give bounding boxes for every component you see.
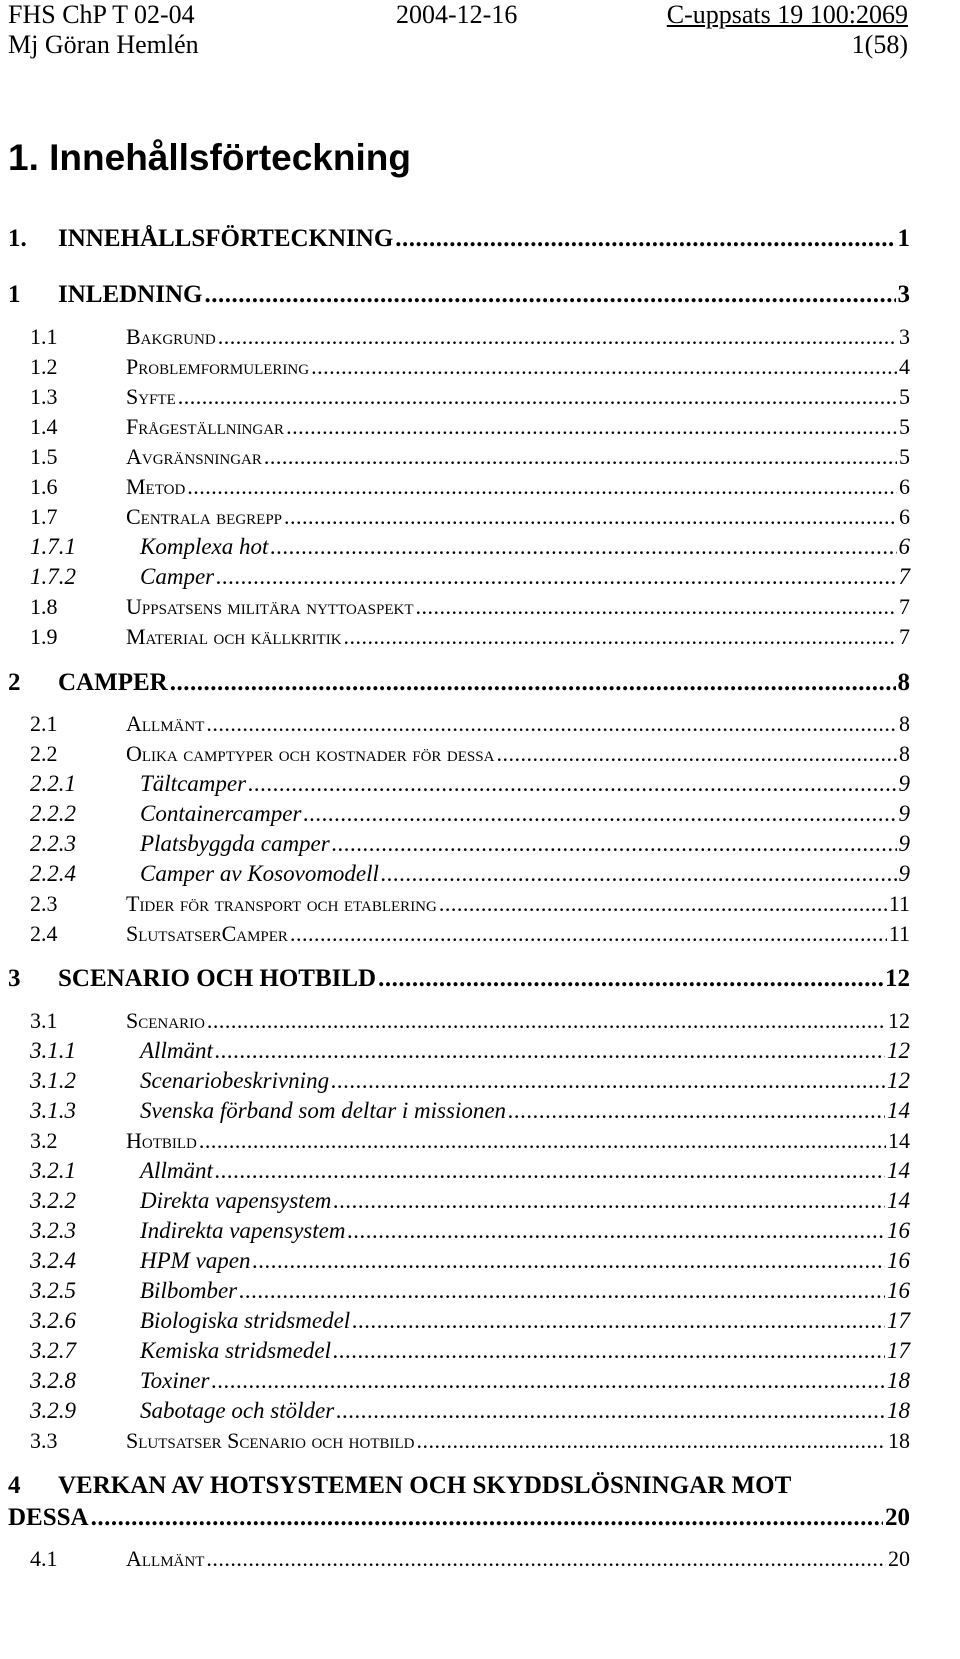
toc-leader-dots: [91, 1502, 883, 1534]
toc-entry[interactable]: [8, 594, 910, 624]
toc-entry-line-1: [8, 1470, 910, 1502]
toc-title: INNEHÅLLSFÖRTECKNING: [58, 225, 394, 252]
toc-entry[interactable]: [8, 669, 910, 701]
toc-leader-dots: [239, 1278, 885, 1304]
toc-leader-dots: [204, 281, 895, 309]
toc-number: 2.3: [30, 891, 58, 916]
toc-number: 2.2.4: [30, 861, 76, 886]
toc-page: 9: [898, 801, 910, 826]
toc-title: Direkta vapensystem: [140, 1188, 332, 1213]
toc-number: 3.2.6: [30, 1308, 76, 1333]
toc-title: Material och källkritik: [126, 624, 342, 649]
toc-page: 9: [898, 861, 910, 886]
toc-number: 3.3: [30, 1428, 58, 1453]
toc-entry[interactable]: [8, 1546, 910, 1576]
toc-number: 3.2: [30, 1128, 58, 1153]
toc-number: 3: [8, 965, 21, 992]
toc-number: 3.2.3: [30, 1218, 76, 1243]
toc-entry[interactable]: [8, 1368, 910, 1398]
toc-title: Indirekta vapensystem: [140, 1218, 346, 1243]
toc-page: 18: [887, 1398, 910, 1423]
toc-entry[interactable]: [8, 1248, 910, 1278]
toc-title: Slutsatser Scenario och hotbild: [126, 1428, 415, 1453]
toc-page: 16: [887, 1278, 910, 1303]
toc-entry-multiline[interactable]: [8, 1470, 910, 1534]
toc-number: 2.2.3: [30, 831, 76, 856]
toc-page: 9: [898, 771, 910, 796]
toc-title: Sabotage och stölder: [140, 1398, 335, 1423]
toc-title-continued: DESSA: [8, 1504, 89, 1531]
toc-title: Allmänt: [140, 1038, 213, 1063]
toc-title: SCENARIO OCH HOTBILD: [58, 965, 377, 992]
toc-title: Toxiner: [140, 1368, 210, 1393]
toc-page: 4: [899, 354, 910, 379]
toc-entry[interactable]: [8, 281, 910, 313]
toc-page: 17: [887, 1338, 910, 1363]
toc-title: SlutsatserCamper: [126, 921, 288, 946]
toc-page: 8: [897, 669, 910, 696]
toc-leader-dots: [211, 1368, 885, 1394]
toc-leader-dots: [331, 1068, 885, 1094]
toc-leader-dots: [178, 384, 897, 410]
toc-title: Hotbild: [126, 1128, 197, 1153]
toc-entry[interactable]: [8, 1308, 910, 1338]
header-date: 2004-12-16: [396, 0, 518, 29]
toc-title: Metod: [126, 474, 186, 499]
toc-page: 16: [887, 1218, 910, 1243]
toc-number: 1.3: [30, 384, 58, 409]
toc-number: 3.2.4: [30, 1248, 76, 1273]
toc-number: 3.2.1: [30, 1158, 76, 1183]
header-author: Mj Göran Hemlén: [8, 30, 199, 59]
toc-entry[interactable]: [8, 1278, 910, 1308]
toc-title: Centrala begrepp: [126, 504, 283, 529]
toc-page: 12: [885, 965, 910, 992]
toc-number: 2.1: [30, 711, 58, 736]
toc-leader-dots: [508, 1098, 885, 1124]
toc-page: 6: [899, 504, 910, 529]
toc-leader-dots: [416, 1428, 886, 1454]
toc-number: 3.1.2: [30, 1068, 76, 1093]
toc-title: Allmänt: [126, 1546, 205, 1571]
toc-leader-dots: [170, 669, 896, 697]
toc-number: 1.4: [30, 414, 58, 439]
toc-leader-dots: [333, 1188, 885, 1214]
toc-entry[interactable]: [8, 474, 910, 504]
toc-entry[interactable]: [8, 771, 910, 801]
toc-entry[interactable]: [8, 1338, 910, 1368]
toc-number: 2.2.1: [30, 771, 76, 796]
toc-number: 1.5: [30, 444, 58, 469]
toc-leader-dots: [248, 771, 896, 797]
toc-page: 18: [887, 1368, 910, 1393]
toc-number: 2: [8, 669, 21, 696]
toc-leader-dots: [187, 474, 897, 500]
toc-leader-dots: [215, 1158, 885, 1184]
header-page-of: 1(58): [851, 30, 908, 59]
toc-leader-dots: [347, 1218, 885, 1244]
toc-title: Uppsatsens militära nyttoaspekt: [126, 594, 414, 619]
header-doc-ref: C-uppsats 19 100:2069: [666, 0, 908, 29]
toc-entry[interactable]: [8, 891, 910, 921]
toc-number: 1.8: [30, 594, 58, 619]
toc-title: CAMPER: [58, 669, 168, 696]
toc-entry[interactable]: [8, 741, 910, 771]
header-course-code: FHS ChP T 02-04: [8, 0, 195, 29]
toc-title: Camper: [140, 564, 215, 589]
toc-title: HPM vapen: [140, 1248, 251, 1273]
toc-leader-dots: [253, 1248, 886, 1274]
toc-number: 3.2.2: [30, 1188, 76, 1213]
toc-title: Containercamper: [140, 801, 302, 826]
toc-page: 14: [887, 1188, 910, 1213]
toc-number: 1: [8, 281, 21, 308]
toc-entry[interactable]: [8, 534, 910, 564]
toc-page: 3: [897, 281, 910, 308]
toc-title: Allmänt: [140, 1158, 213, 1183]
toc-entry[interactable]: [8, 624, 910, 654]
toc-title: Bilbomber: [140, 1278, 238, 1303]
toc-title: Scenario: [126, 1008, 205, 1033]
toc-entry[interactable]: [8, 1038, 910, 1068]
toc-leader-dots: [206, 711, 897, 737]
toc-entry[interactable]: [8, 414, 910, 444]
toc-title: Allmänt: [126, 711, 205, 736]
toc-title: VERKAN AV HOTSYSTEMEN OCH SKYDDSLÖSNINGAR MOT: [58, 1472, 792, 1499]
toc-number: 3.2.9: [30, 1398, 76, 1423]
toc-leader-dots: [344, 624, 897, 650]
toc-entry-line-2: [8, 1502, 910, 1534]
toc-page: 12: [887, 1068, 910, 1093]
toc-page: 7: [898, 564, 910, 589]
toc-leader-dots: [378, 965, 883, 993]
toc-number: 1.1: [30, 324, 58, 349]
toc-leader-dots: [206, 1546, 886, 1572]
toc-page: 18: [888, 1428, 910, 1453]
toc-number: 1.2: [30, 354, 58, 379]
toc-title: Tältcamper: [140, 771, 247, 796]
toc-page: 11: [888, 891, 910, 916]
toc-page: 20: [888, 1546, 910, 1571]
toc-title: INLEDNING: [58, 281, 203, 308]
toc-title: Tider för transport och etablering: [126, 891, 437, 916]
toc-number: 3.1: [30, 1008, 58, 1033]
toc-page: 9: [898, 831, 910, 856]
toc-title: Olika camptyper och kostnader för dessa: [126, 741, 495, 766]
toc-leader-dots: [207, 1008, 886, 1034]
toc-leader-dots: [286, 414, 897, 440]
toc-leader-dots: [290, 921, 887, 947]
toc-entry[interactable]: [8, 921, 910, 951]
toc-entry[interactable]: [8, 564, 910, 594]
toc-title: Problemformulering: [126, 354, 310, 379]
page-title: 1. Innehållsförteckning: [8, 137, 411, 178]
toc-page: 20: [885, 1504, 910, 1531]
toc-entry[interactable]: [8, 801, 910, 831]
toc-number: 3.2.7: [30, 1338, 76, 1363]
toc-number: 2.2: [30, 741, 58, 766]
toc-title: Biologiska stridsmedel: [140, 1308, 351, 1333]
toc-leader-dots: [199, 1128, 886, 1154]
toc-leader-dots: [264, 444, 897, 470]
toc-number: 1.9: [30, 624, 58, 649]
toc-entry[interactable]: [8, 1068, 910, 1098]
toc-number: 1.: [8, 225, 27, 252]
toc-page: 14: [888, 1128, 910, 1153]
toc-entry[interactable]: [8, 444, 910, 474]
toc-number: 1.7: [30, 504, 58, 529]
toc-leader-dots: [381, 861, 897, 887]
toc-number: 1.7.1: [30, 534, 76, 559]
toc-page: 7: [899, 624, 910, 649]
toc-leader-dots: [333, 1338, 885, 1364]
toc-number: 4: [8, 1472, 21, 1499]
toc-entry[interactable]: [8, 1158, 910, 1188]
toc-entry[interactable]: [8, 225, 910, 257]
toc-page: 8: [899, 711, 910, 736]
toc-leader-dots: [415, 594, 897, 620]
toc-entry[interactable]: [8, 711, 910, 741]
toc-page: 5: [899, 444, 910, 469]
toc-page: 17: [887, 1308, 910, 1333]
toc-leader-dots: [352, 1308, 885, 1334]
toc-page: 3: [899, 324, 910, 349]
toc-number: 1.6: [30, 474, 58, 499]
toc-number: 2.4: [30, 921, 58, 946]
toc-entry[interactable]: [8, 861, 910, 891]
toc-number: 3.1.1: [30, 1038, 76, 1063]
toc-entry[interactable]: [8, 1428, 910, 1458]
toc-number: 1.7.2: [30, 564, 76, 589]
toc-number: 3.1.3: [30, 1098, 76, 1123]
toc-page: 7: [899, 594, 910, 619]
toc-title: Bakgrund: [126, 324, 216, 349]
toc-number: 3.2.8: [30, 1368, 76, 1393]
toc-page: 5: [899, 384, 910, 409]
toc-entry[interactable]: [8, 504, 910, 534]
toc-title: Kemiska stridsmedel: [140, 1338, 332, 1363]
toc-number: 3.2.5: [30, 1278, 76, 1303]
toc-leader-dots: [303, 801, 896, 827]
toc-title: Scenariobeskrivning: [140, 1068, 330, 1093]
toc-entry[interactable]: [8, 1128, 910, 1158]
toc-title: Frågeställningar: [126, 414, 285, 439]
toc-leader-dots: [332, 831, 897, 857]
toc-entry[interactable]: [8, 965, 910, 997]
toc-leader-dots: [218, 324, 897, 350]
toc-title: Syfte: [126, 384, 176, 409]
toc-title: Avgränsningar: [126, 444, 262, 469]
toc-title: Komplexa hot: [140, 534, 269, 559]
toc-entry[interactable]: [8, 354, 910, 384]
toc-entry[interactable]: [8, 1398, 910, 1428]
toc-page: 1: [897, 225, 910, 252]
toc-title: Svenska förband som deltar i missionen: [140, 1098, 507, 1123]
toc-title: Platsbyggda camper: [140, 831, 330, 856]
toc-page: 6: [899, 474, 910, 499]
toc-leader-dots: [336, 1398, 885, 1424]
toc-page: 12: [887, 1038, 910, 1063]
toc-leader-dots: [496, 741, 897, 767]
toc-number: 2.2.2: [30, 801, 76, 826]
toc-page: 5: [899, 414, 910, 439]
toc-leader-dots: [311, 354, 897, 380]
toc-page: 12: [888, 1008, 910, 1033]
toc-page: 11: [888, 921, 910, 946]
toc-number: 4.1: [30, 1546, 58, 1571]
toc-entry[interactable]: [8, 1218, 910, 1248]
toc-leader-dots: [395, 225, 895, 253]
toc-page: 14: [887, 1158, 910, 1183]
toc-page: 8: [899, 741, 910, 766]
toc-page: 14: [887, 1098, 910, 1123]
toc-leader-dots: [215, 1038, 885, 1064]
toc-leader-dots: [439, 891, 887, 917]
toc-entry[interactable]: [8, 324, 910, 354]
toc-entry[interactable]: [8, 1188, 910, 1218]
toc-entry[interactable]: [8, 384, 910, 414]
toc-leader-dots: [216, 564, 896, 590]
toc-title: Camper av Kosovomodell: [140, 861, 379, 886]
toc-leader-dots: [270, 534, 896, 560]
toc-page: 16: [887, 1248, 910, 1273]
toc-entry[interactable]: [8, 1008, 910, 1038]
toc-leader-dots: [284, 504, 897, 530]
toc-entry[interactable]: [8, 831, 910, 861]
toc-page: 6: [898, 534, 910, 559]
toc-entry[interactable]: [8, 1098, 910, 1128]
